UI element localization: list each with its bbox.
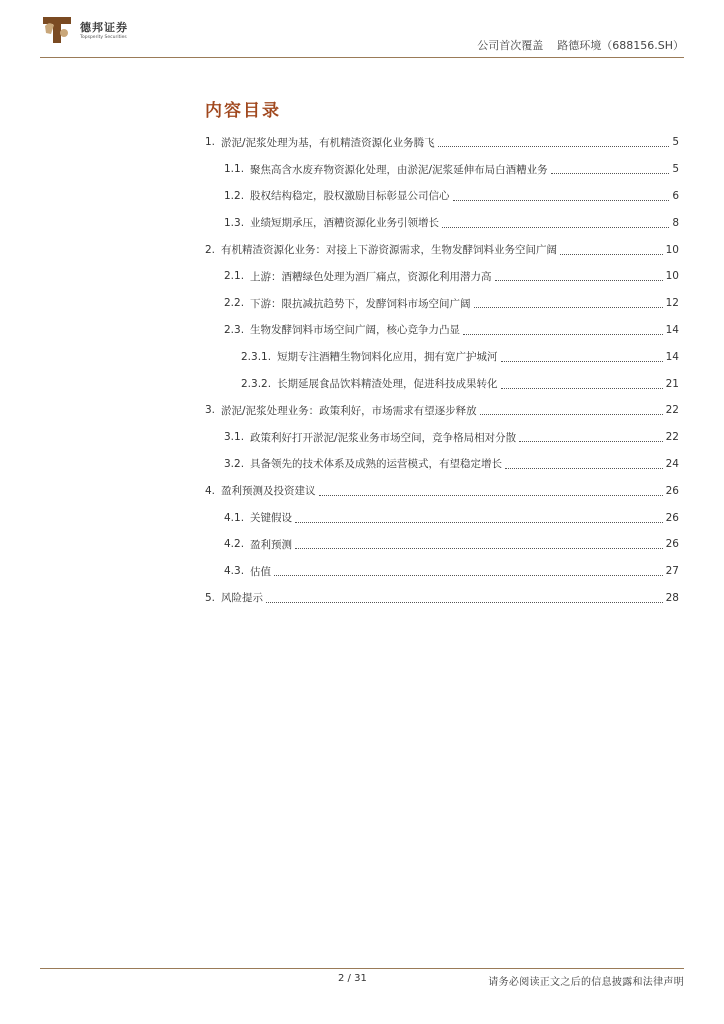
toc-entry-page: 5 bbox=[672, 163, 679, 176]
toc-entry-label: 淤泥/泥浆处理为基，有机精渣资源化业务腾飞 bbox=[221, 136, 435, 149]
toc-dot-leader bbox=[474, 298, 663, 308]
footer-disclaimer: 请务必阅读正文之后的信息披露和法律声明 bbox=[488, 977, 684, 988]
toc-entry-page: 24 bbox=[665, 457, 679, 470]
header-divider bbox=[40, 57, 684, 58]
toc-entry-page: 22 bbox=[665, 404, 679, 417]
toc-dot-leader bbox=[463, 325, 663, 335]
company-name: 路德环境（688156.SH） bbox=[557, 39, 684, 52]
toc-entry[interactable] bbox=[205, 558, 679, 585]
toc-entry-page: 26 bbox=[665, 484, 679, 497]
toc-entry-label: 上游：酒糟绿色处理为酒厂痛点，资源化利用潜力高 bbox=[250, 270, 492, 283]
toc-entry-number: 4.1. bbox=[224, 511, 245, 524]
toc-dot-leader bbox=[319, 486, 663, 496]
toc-dot-leader bbox=[505, 459, 663, 469]
footer-divider bbox=[40, 968, 684, 969]
toc-dot-leader bbox=[501, 379, 663, 389]
toc-entry-label: 有机精渣资源化业务：对接上下游资源需求，生物发酵饲料业务空间广阔 bbox=[221, 244, 558, 257]
toc-entry[interactable] bbox=[205, 531, 679, 558]
toc-entry-label: 估值 bbox=[250, 565, 272, 578]
toc-entry-number: 2.3.2. bbox=[241, 377, 272, 390]
toc-entry-number: 5. bbox=[205, 591, 216, 604]
toc-entry-number: 1.2. bbox=[224, 189, 245, 202]
toc-entry-number: 4.3. bbox=[224, 565, 245, 578]
table-of-contents bbox=[205, 129, 679, 611]
toc-entry-number: 3.1. bbox=[224, 431, 245, 444]
toc-entry[interactable] bbox=[205, 317, 679, 344]
toc-entry-label: 淤泥/泥浆处理业务：政策利好，市场需求有望逐步释放 bbox=[221, 404, 477, 417]
toc-entry[interactable] bbox=[205, 236, 679, 263]
toc-entry[interactable] bbox=[205, 156, 679, 183]
toc-entry-page: 5 bbox=[672, 136, 679, 149]
toc-entry-page: 14 bbox=[665, 350, 679, 363]
toc-entry[interactable] bbox=[205, 451, 679, 478]
logo-subtitle: Topsperity Securities bbox=[80, 35, 127, 40]
toc-entry[interactable] bbox=[205, 209, 679, 236]
toc-entry-page: 12 bbox=[665, 297, 679, 310]
toc-entry-number: 1.3. bbox=[224, 216, 245, 229]
toc-dot-leader bbox=[438, 137, 670, 147]
toc-entry-number: 3.2. bbox=[224, 457, 245, 470]
toc-dot-leader bbox=[551, 164, 670, 174]
toc-entry-number: 3. bbox=[205, 404, 216, 417]
toc-entry-label: 股权结构稳定，股权激励目标彰显公司信心 bbox=[250, 190, 450, 203]
toc-entry-label: 盈利预测 bbox=[250, 538, 293, 551]
toc-entry[interactable] bbox=[205, 343, 679, 370]
toc-entry-label: 关键假设 bbox=[250, 512, 293, 525]
toc-dot-leader bbox=[480, 405, 663, 415]
toc-entry-number: 4. bbox=[205, 484, 216, 497]
toc-entry-label: 短期专注酒糟生物饲料化应用，拥有宽广护城河 bbox=[277, 351, 498, 364]
page-number: 2 / 31 bbox=[338, 973, 367, 984]
toc-entry[interactable] bbox=[205, 397, 679, 424]
toc-entry[interactable] bbox=[205, 370, 679, 397]
toc-entry-label: 下游：限抗减抗趋势下，发酵饲料市场空间广阔 bbox=[250, 297, 471, 310]
toc-entry-label: 生物发酵饲料市场空间广阔，核心竞争力凸显 bbox=[250, 324, 461, 337]
toc-entry-label: 盈利预测及投资建议 bbox=[221, 485, 316, 498]
toc-dot-leader bbox=[295, 539, 663, 549]
toc-entry-number: 4.2. bbox=[224, 538, 245, 551]
toc-entry[interactable] bbox=[205, 183, 679, 210]
toc-entry[interactable] bbox=[205, 263, 679, 290]
toc-entry-page: 8 bbox=[672, 216, 679, 229]
toc-entry-label: 风险提示 bbox=[221, 592, 264, 605]
toc-dot-leader bbox=[295, 513, 663, 523]
toc-entry-page: 6 bbox=[672, 189, 679, 202]
logo-name: 德邦证券 bbox=[80, 21, 128, 34]
toc-dot-leader bbox=[274, 566, 663, 576]
toc-entry[interactable] bbox=[205, 585, 679, 612]
toc-entry-page: 10 bbox=[665, 243, 679, 256]
toc-entry-number: 2. bbox=[205, 243, 216, 256]
toc-entry-page: 14 bbox=[665, 323, 679, 336]
toc-entry-label: 具备领先的技术体系及成熟的运营模式，有望稳定增长 bbox=[250, 458, 503, 471]
report-type: 公司首次覆盖 bbox=[477, 39, 544, 52]
toc-dot-leader bbox=[501, 352, 663, 362]
toc-entry-label: 政策利好打开淤泥/泥浆业务市场空间，竞争格局相对分散 bbox=[250, 431, 517, 444]
toc-entry-page: 28 bbox=[665, 591, 679, 604]
toc-entry-label: 长期延展食品饮料精渣处理，促进科技成果转化 bbox=[277, 378, 498, 391]
toc-entry-page: 21 bbox=[665, 377, 679, 390]
toc-entry-number: 2.1. bbox=[224, 270, 245, 283]
toc-entry-number: 1.1. bbox=[224, 163, 245, 176]
toc-dot-leader bbox=[495, 271, 663, 281]
toc-entry[interactable] bbox=[205, 290, 679, 317]
toc-dot-leader bbox=[519, 432, 663, 442]
company-logo bbox=[40, 14, 140, 48]
toc-entry-page: 27 bbox=[665, 565, 679, 578]
toc-entry[interactable] bbox=[205, 424, 679, 451]
toc-entry-label: 聚焦高含水废弃物资源化处理，由淤泥/泥浆延伸布局白酒糟业务 bbox=[250, 163, 548, 176]
toc-dot-leader bbox=[453, 191, 670, 201]
toc-entry-page: 10 bbox=[665, 270, 679, 283]
toc-dot-leader bbox=[442, 218, 669, 228]
toc-entry-page: 26 bbox=[665, 538, 679, 551]
toc-entry-page: 22 bbox=[665, 431, 679, 444]
toc-entry[interactable] bbox=[205, 129, 679, 156]
toc-entry-label: 业绩短期承压，酒糟资源化业务引领增长 bbox=[250, 217, 440, 230]
toc-entry-number: 1. bbox=[205, 136, 216, 149]
toc-entry-number: 2.3.1. bbox=[241, 350, 272, 363]
toc-entry-page: 26 bbox=[665, 511, 679, 524]
toc-entry-number: 2.2. bbox=[224, 297, 245, 310]
logo-mark-icon bbox=[40, 14, 74, 46]
toc-title: 内容目录 bbox=[205, 101, 281, 121]
toc-entry-number: 2.3. bbox=[224, 323, 245, 336]
toc-entry[interactable] bbox=[205, 504, 679, 531]
toc-entry[interactable] bbox=[205, 477, 679, 504]
toc-dot-leader bbox=[560, 245, 663, 255]
toc-dot-leader bbox=[266, 593, 663, 603]
report-header bbox=[477, 37, 684, 53]
